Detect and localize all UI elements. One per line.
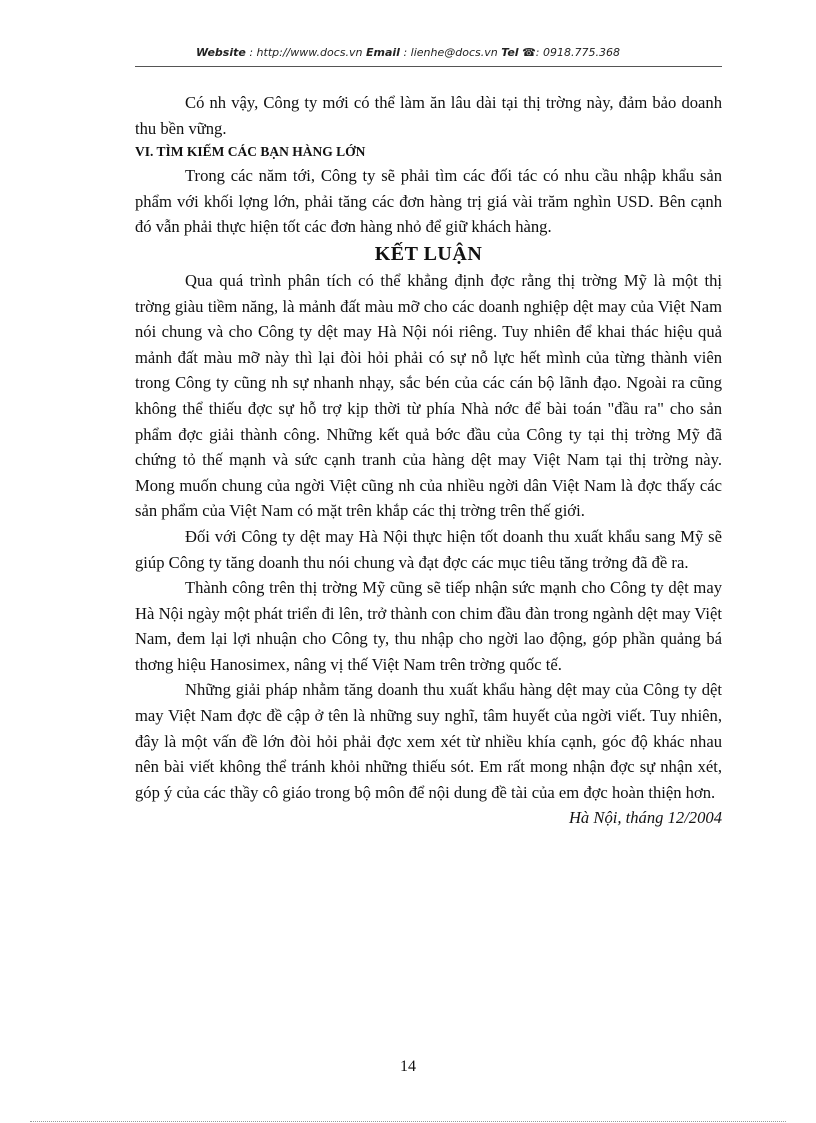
paragraph-conclusion-3: Thành công trên thị trờng Mỹ cũng sẽ tiếp nhận sức mạnh cho Công ty dệt may Hà Nội ngày một phát triển đi lên, trở thành con chim đầu đàn trong ngành dệt may Việt Nam, đem lại lợi nhuận cho Công ty, thu nhập cho ngời lao động, góp phần quảng bá thơng hiệu Hanosimex, nâng vị thế Việt Nam trên trờng quốc tế. <box>135 578 722 674</box>
page-header <box>0 46 816 59</box>
paragraph-intro: Có nh vậy, Công ty mới có thể làm ăn lâu dài tại thị trờng này, đảm bảo doanh thu bền vững. <box>135 93 722 138</box>
header-divider <box>135 66 722 67</box>
page-number: 14 <box>400 1058 416 1075</box>
email-label: Email <box>366 46 400 59</box>
paragraph-conclusion-4: Những giải pháp nhằm tăng doanh thu xuất khẩu hàng dệt may của Công ty dệt may Việt Nam đợc đề cập ở tên là những suy nghĩ, tâm huyết của ngời viết. Tuy nhiên, đây là một vấn đề lớn đòi hỏi phải đợc xem xét từ nhiều khía cạnh, góc độ khác nhau nên bài viết không thể tránh khỏi những thiếu sót. Em rất mong nhận đợc sự nhận xét, góp ý của các thầy cô giáo trong bộ môn để nội dung đề tài của em đợc hoàn thiện hơn. <box>135 680 722 802</box>
document-body <box>135 90 722 831</box>
conclusion-heading: KẾT LUẬN <box>374 242 483 265</box>
paragraph-partners: Trong các năm tới, Công ty sẽ phải tìm các đối tác có nhu cầu nhập khẩu sản phẩm với khối lợng lớn, phải tăng các đơn hàng trị giá vài trăm nghìn USD. Bên cạnh đó vẫn phải thực hiện tốt các đơn hàng nhỏ để giữ khách hàng. <box>135 166 722 237</box>
website-value[interactable]: : http://www.docs.vn <box>249 46 363 59</box>
paragraph-conclusion-2: Đối với Công ty dệt may Hà Nội thực hiện tốt doanh thu xuất khẩu sang Mỹ sẽ giúp Công ty tăng doanh thu nói chung và đạt đợc các mục tiêu tăng trởng đã đề ra. <box>135 526 722 572</box>
website-label: Website <box>196 46 246 59</box>
section-title: VI. TÌM KIẾM CÁC BẠN HÀNG LỚN <box>135 144 366 160</box>
signature-date: Hà Nội, tháng 12/2004 <box>568 808 722 828</box>
paragraph-conclusion-1: Qua quá trình phân tích có thể khẳng định đợc rằng thị trờng Mỹ là một thị trờng giàu tiềm năng, là mảnh đất màu mỡ cho các doanh nghiệp dệt may của Việt Nam nói chung và cho Công ty dệt may Hà Nội nói riêng. Tuy nhiên để khai thác hiệu quả mảnh đất màu mỡ này thì lại đòi hỏi phải có sự nỗ lực hết mình của từng thành viên trong Công ty cũng nh sự nhanh nhạy, sắc bén của các cán bộ lãnh đạo. Ngoài ra cũng không thể thiếu đợc sự hỗ trợ kịp thời từ phía Nhà nớc để bài toán "đầu ra" cho sản phẩm đợc giải thành công. Những kết quả bớc đầu của Công ty tại thị trờng Mỹ đã chứng tỏ thế mạnh và sức cạnh tranh của hàng dệt may Việt Nam tại thị trờng này. Mong muốn chung của ngời Việt cũng nh của nhiều ngời dân Việt Nam là đợc thấy các sản phẩm của Việt Nam có mặt trên khắp các thị trờng trên thế giới. <box>135 270 722 521</box>
email-value[interactable]: : lienhe@docs.vn <box>403 46 498 59</box>
tel-label: Tel <box>501 46 519 59</box>
footer-divider <box>30 1121 786 1122</box>
phone-icon: ☎ <box>522 46 536 59</box>
tel-value: : 0918.775.368 <box>535 46 620 59</box>
